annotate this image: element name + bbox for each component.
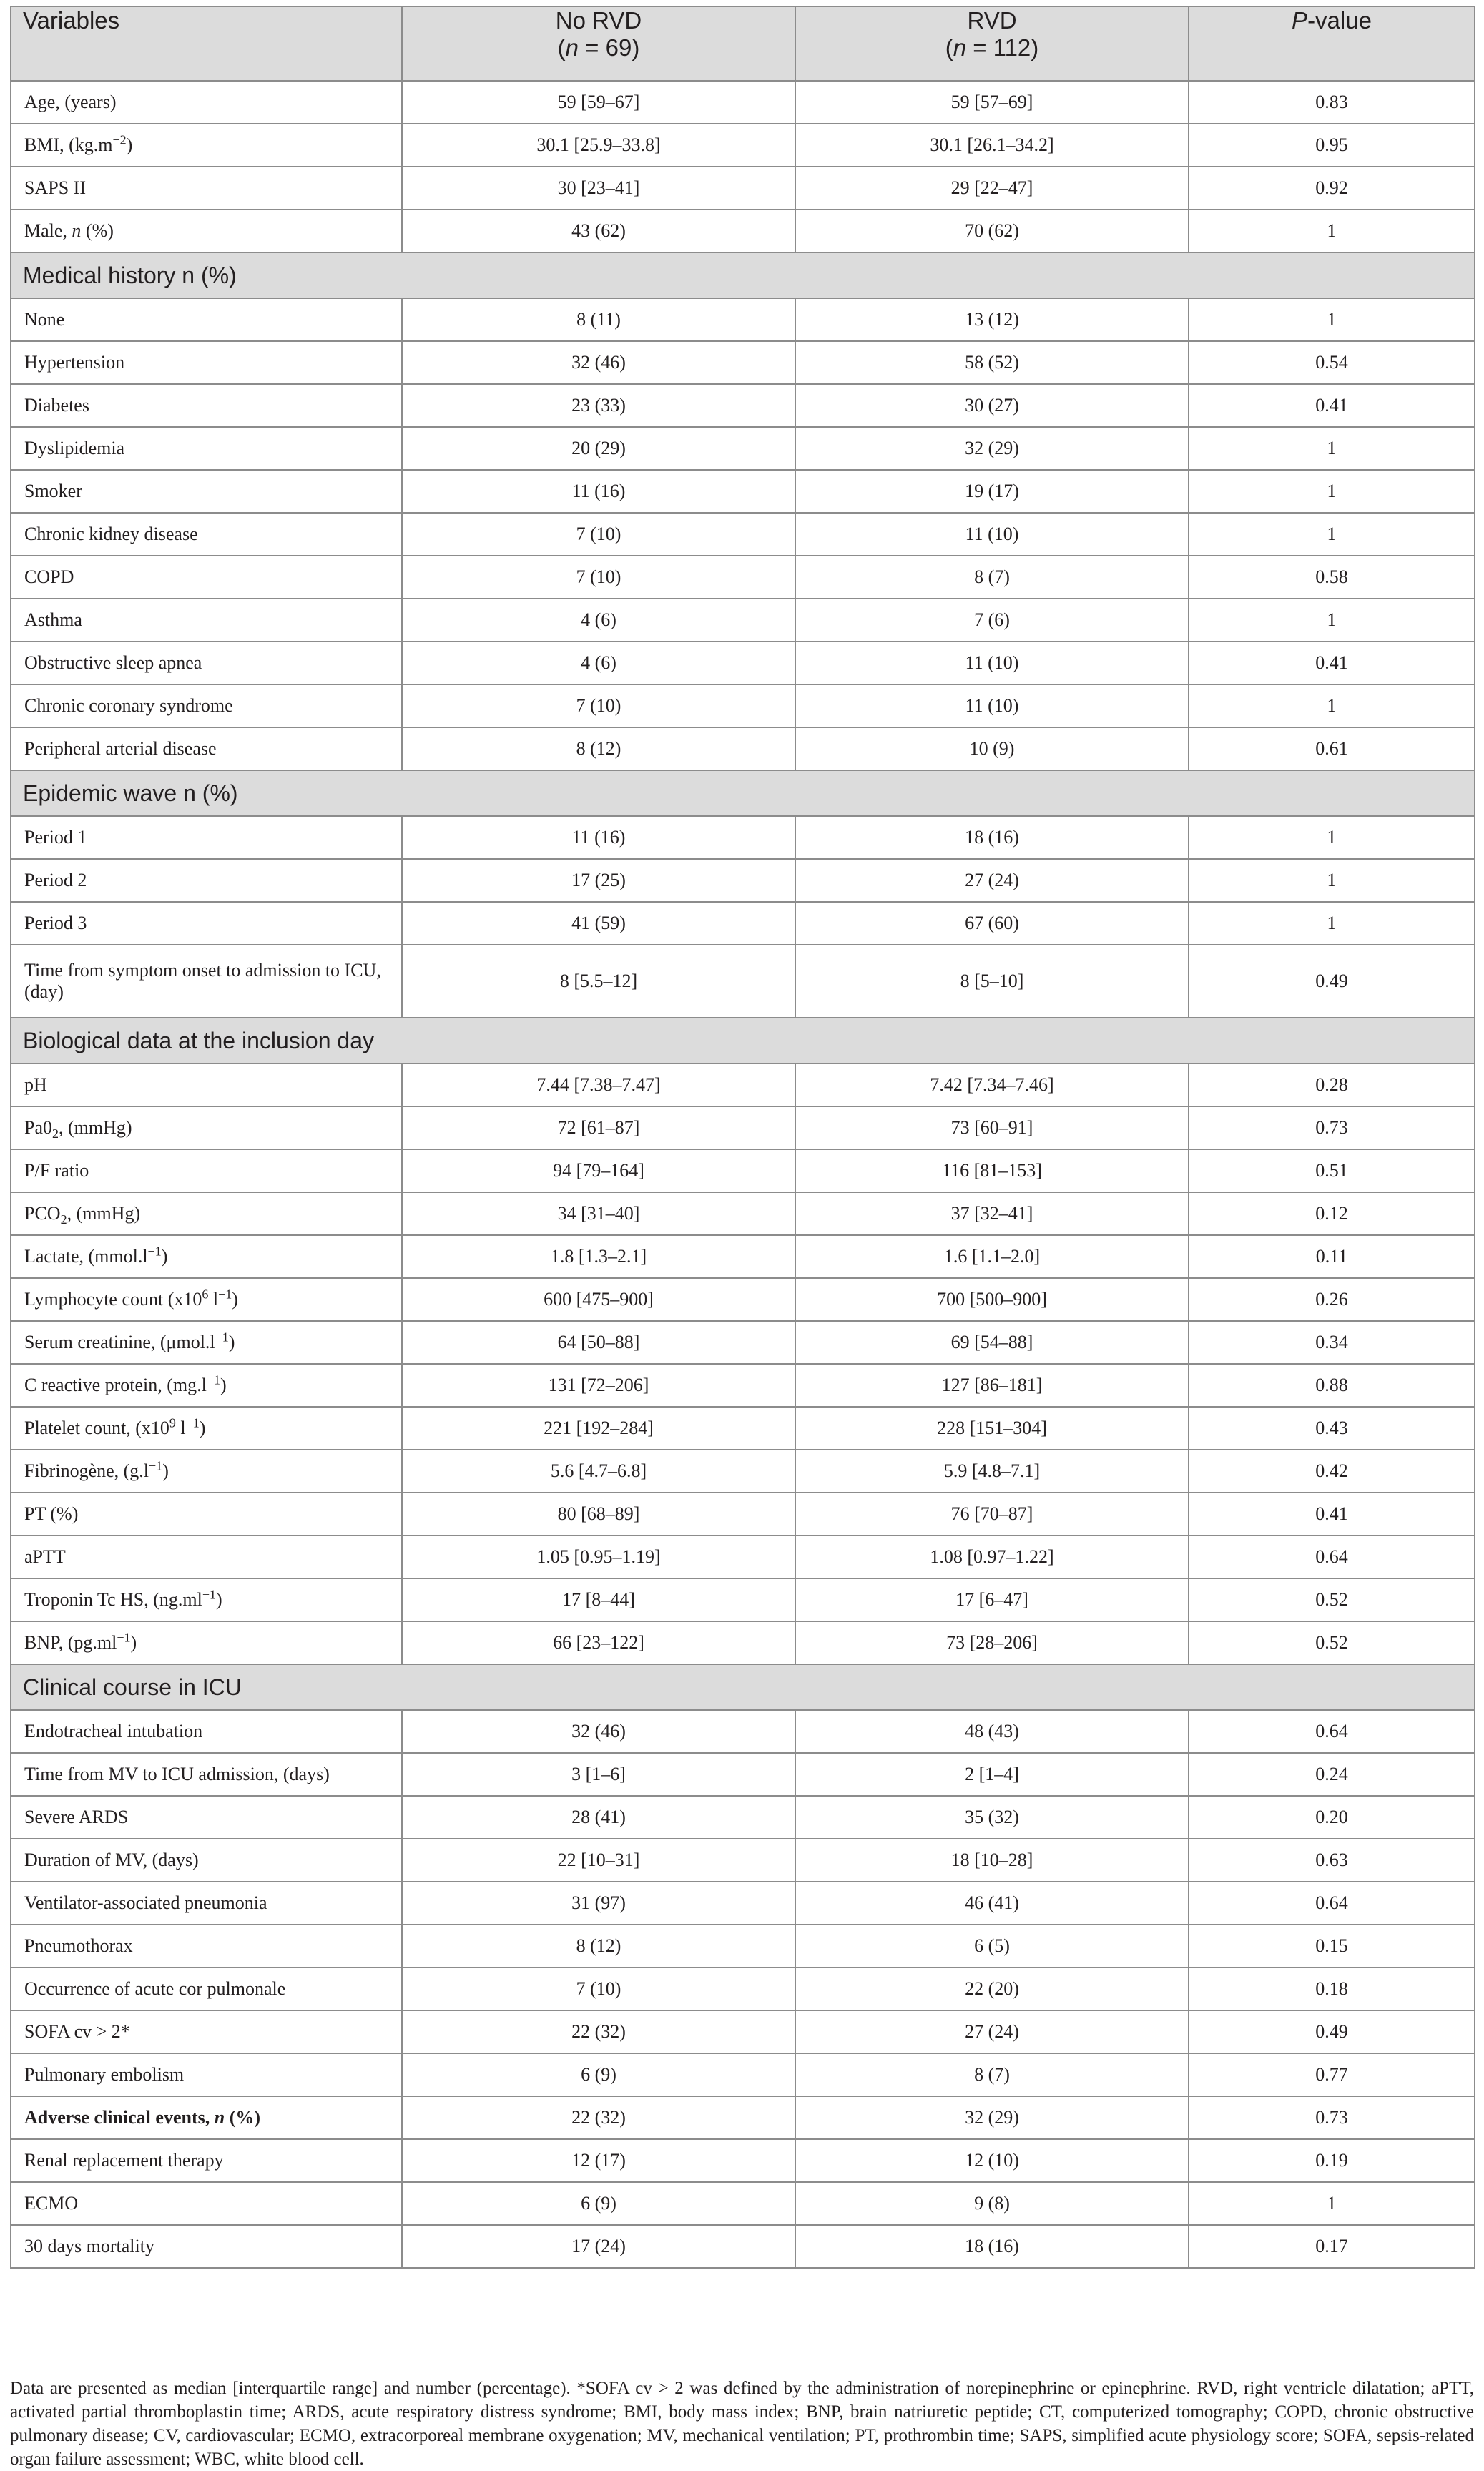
- no-rvd-value: 3 [1–6]: [402, 1753, 795, 1796]
- variable-label: Troponin Tc HS, $(ng.ml^{-1})$: [11, 1578, 402, 1621]
- variable-label: Dyslipidemia: [11, 427, 402, 470]
- header-rvd-count: (n = 112): [945, 34, 1039, 61]
- rvd-value: 48 (43): [795, 1710, 1189, 1753]
- no-rvd-value: 12 (17): [402, 2139, 795, 2182]
- variable-label: SAPS II: [11, 167, 402, 210]
- p-value: 0.64: [1189, 1882, 1475, 1925]
- rvd-value: 35 (32): [795, 1796, 1189, 1839]
- variable-label: Chronic coronary syndrome: [11, 684, 402, 727]
- rvd-value: 30.1 [26.1–34.2]: [795, 124, 1189, 167]
- variable-label: Lymphocyte count ($x10^6$ $l^{-1}$): [11, 1278, 402, 1321]
- table-row: [11, 470, 1475, 513]
- p-value: 1: [1189, 859, 1475, 902]
- p-value: 0.41: [1189, 1493, 1475, 1536]
- variable-label: Renal replacement therapy: [11, 2139, 402, 2182]
- p-value: 0.43: [1189, 1407, 1475, 1450]
- p-value: 0.83: [1189, 81, 1475, 124]
- variable-label: Platelet count, ($x10^9$ $l^{-1}$): [11, 1407, 402, 1450]
- table-row: [11, 427, 1475, 470]
- rvd-value: 37 [32–41]: [795, 1192, 1189, 1235]
- variable-label: Period 2: [11, 859, 402, 902]
- table-row: [11, 1278, 1475, 1321]
- no-rvd-value: 41 (59): [402, 902, 795, 945]
- rvd-value: 12 (10): [795, 2139, 1189, 2182]
- header-no-rvd-count: (n = 69): [557, 34, 640, 61]
- p-value: 1: [1189, 902, 1475, 945]
- p-value: 0.28: [1189, 1063, 1475, 1106]
- rvd-value: 8 (7): [795, 2053, 1189, 2096]
- no-rvd-value: 22 (32): [402, 2096, 795, 2139]
- p-value: 0.49: [1189, 945, 1475, 1018]
- rvd-value: 7.42 [7.34–7.46]: [795, 1063, 1189, 1106]
- no-rvd-value: 221 [192–284]: [402, 1407, 795, 1450]
- rvd-value: 9 (8): [795, 2182, 1189, 2225]
- variable-label: aPTT: [11, 1536, 402, 1578]
- p-value: 0.42: [1189, 1450, 1475, 1493]
- variable-label: $PCO_2$, (mmHg): [11, 1192, 402, 1235]
- rvd-value: 73 [60–91]: [795, 1106, 1189, 1149]
- table-row: [11, 1710, 1475, 1753]
- no-rvd-value: 17 (25): [402, 859, 795, 902]
- p-value: 0.73: [1189, 1106, 1475, 1149]
- table-row: [11, 556, 1475, 599]
- table-header: [11, 6, 1475, 81]
- p-value: 0.64: [1189, 1710, 1475, 1753]
- rvd-value: 29 [22–47]: [795, 167, 1189, 210]
- rvd-value: 70 (62): [795, 210, 1189, 252]
- table-row: [11, 1968, 1475, 2010]
- no-rvd-value: 59 [59–67]: [402, 81, 795, 124]
- no-rvd-value: 11 (16): [402, 816, 795, 859]
- no-rvd-value: 7 (10): [402, 513, 795, 556]
- rvd-value: 76 [70–87]: [795, 1493, 1189, 1536]
- table-row: [11, 727, 1475, 770]
- rvd-value: 13 (12): [795, 298, 1189, 341]
- no-rvd-value: 7 (10): [402, 684, 795, 727]
- variable-label: Age, (years): [11, 81, 402, 124]
- no-rvd-value: 7 (10): [402, 556, 795, 599]
- section-title: Clinical course in ICU: [11, 1664, 1475, 1710]
- variable-label: Period 3: [11, 902, 402, 945]
- rvd-value: 8 (7): [795, 556, 1189, 599]
- no-rvd-value: 4 (6): [402, 642, 795, 684]
- table-row: [11, 298, 1475, 341]
- table-row: [11, 513, 1475, 556]
- variable-label: 30 days mortality: [11, 2225, 402, 2268]
- table-row: [11, 1925, 1475, 1968]
- p-value: 1: [1189, 599, 1475, 642]
- variable-label: Serum creatinine, $(\mu mol.l^{-1})$: [11, 1321, 402, 1364]
- no-rvd-value: 34 [31–40]: [402, 1192, 795, 1235]
- variable-label: Hypertension: [11, 341, 402, 384]
- rvd-value: 10 (9): [795, 727, 1189, 770]
- no-rvd-value: 23 (33): [402, 384, 795, 427]
- variable-label: None: [11, 298, 402, 341]
- variable-label: Ventilator-associated pneumonia: [11, 1882, 402, 1925]
- no-rvd-value: 4 (6): [402, 599, 795, 642]
- no-rvd-value: 30.1 [25.9–33.8]: [402, 124, 795, 167]
- table-row: [11, 167, 1475, 210]
- no-rvd-value: 1.8 [1.3–2.1]: [402, 1235, 795, 1278]
- rvd-value: 11 (10): [795, 513, 1189, 556]
- p-value: 1: [1189, 684, 1475, 727]
- no-rvd-value: 31 (97): [402, 1882, 795, 1925]
- variable-label: P/F ratio: [11, 1149, 402, 1192]
- rvd-value: 22 (20): [795, 1968, 1189, 2010]
- p-value: 0.63: [1189, 1839, 1475, 1882]
- rvd-value: 18 (16): [795, 816, 1189, 859]
- table-row: [11, 1621, 1475, 1664]
- variable-label: ECMO: [11, 2182, 402, 2225]
- section-header-row: [11, 1018, 1475, 1063]
- rvd-value: 2 [1–4]: [795, 1753, 1189, 1796]
- table-row: [11, 816, 1475, 859]
- table-row: [11, 1063, 1475, 1106]
- variable-label: C reactive protein, $(mg.l^{-1})$: [11, 1364, 402, 1407]
- variable-label: Diabetes: [11, 384, 402, 427]
- p-value: 1: [1189, 816, 1475, 859]
- header-p-value: P-value: [1189, 6, 1475, 81]
- p-value: 0.54: [1189, 341, 1475, 384]
- table-body: [11, 81, 1475, 2268]
- rvd-value: 19 (17): [795, 470, 1189, 513]
- p-value: 0.41: [1189, 384, 1475, 427]
- table-row: [11, 2182, 1475, 2225]
- no-rvd-value: 22 [10–31]: [402, 1839, 795, 1882]
- variable-label: Occurrence of acute cor pulmonale: [11, 1968, 402, 2010]
- p-value: 0.34: [1189, 1321, 1475, 1364]
- table-row: [11, 859, 1475, 902]
- table-row: [11, 684, 1475, 727]
- variable-label: BMI, $(kg.m^{-2})$: [11, 124, 402, 167]
- header-row: [11, 6, 1475, 81]
- section-title: Medical history n (%): [11, 252, 1475, 298]
- table-row: [11, 1493, 1475, 1536]
- header-no-rvd: [402, 6, 795, 81]
- table-row: [11, 1149, 1475, 1192]
- table-row: [11, 2139, 1475, 2182]
- p-value: 1: [1189, 427, 1475, 470]
- table-row: [11, 2096, 1475, 2139]
- rvd-value: 69 [54–88]: [795, 1321, 1189, 1364]
- no-rvd-value: 17 [8–44]: [402, 1578, 795, 1621]
- table-row: [11, 1536, 1475, 1578]
- table-row: [11, 1321, 1475, 1364]
- table-row: [11, 210, 1475, 252]
- no-rvd-value: 64 [50–88]: [402, 1321, 795, 1364]
- rvd-value: 6 (5): [795, 1925, 1189, 1968]
- no-rvd-value: 43 (62): [402, 210, 795, 252]
- table-row: [11, 599, 1475, 642]
- no-rvd-value: 22 (32): [402, 2010, 795, 2053]
- variable-label: $Pa0_2$, (mmHg): [11, 1106, 402, 1149]
- rvd-value: 27 (24): [795, 859, 1189, 902]
- rvd-value: 59 [57–69]: [795, 81, 1189, 124]
- p-value: 0.19: [1189, 2139, 1475, 2182]
- no-rvd-value: 6 (9): [402, 2182, 795, 2225]
- p-value: 0.51: [1189, 1149, 1475, 1192]
- table-row: [11, 124, 1475, 167]
- rvd-value: 30 (27): [795, 384, 1189, 427]
- variable-label: Smoker: [11, 470, 402, 513]
- no-rvd-value: 32 (46): [402, 341, 795, 384]
- variable-label: Asthma: [11, 599, 402, 642]
- table-row: [11, 384, 1475, 427]
- rvd-value: 5.9 [4.8–7.1]: [795, 1450, 1189, 1493]
- p-value: 0.64: [1189, 1536, 1475, 1578]
- p-value: 0.41: [1189, 642, 1475, 684]
- variable-label: Fibrinogène, $(g.l^{-1})$: [11, 1450, 402, 1493]
- header-variables: [11, 6, 402, 81]
- table-row: [11, 1839, 1475, 1882]
- variable-label: Time from MV to ICU admission, (days): [11, 1753, 402, 1796]
- p-value: 0.61: [1189, 727, 1475, 770]
- variable-label: Duration of MV, (days): [11, 1839, 402, 1882]
- no-rvd-value: 1.05 [0.95–1.19]: [402, 1536, 795, 1578]
- header-variables-label: Variables: [23, 7, 120, 34]
- p-value: 0.92: [1189, 167, 1475, 210]
- table-row: [11, 1753, 1475, 1796]
- no-rvd-value: 131 [72–206]: [402, 1364, 795, 1407]
- rvd-value: 58 (52): [795, 341, 1189, 384]
- variable-label: PT (%): [11, 1493, 402, 1536]
- variable-label: Adverse clinical events, n (%): [11, 2096, 402, 2139]
- header-rvd-title: RVD: [967, 7, 1017, 34]
- rvd-value: 73 [28–206]: [795, 1621, 1189, 1664]
- header-rvd: [795, 6, 1189, 81]
- no-rvd-value: 7.44 [7.38–7.47]: [402, 1063, 795, 1106]
- rvd-value: 18 (16): [795, 2225, 1189, 2268]
- variable-label: Pulmonary embolism: [11, 2053, 402, 2096]
- p-value: 0.24: [1189, 1753, 1475, 1796]
- table-row: [11, 1578, 1475, 1621]
- p-value: 0.17: [1189, 2225, 1475, 2268]
- table-row: [11, 341, 1475, 384]
- variable-label: Male, n (%): [11, 210, 402, 252]
- table-row: [11, 1407, 1475, 1450]
- section-title: Epidemic wave n (%): [11, 770, 1475, 816]
- p-value: 0.95: [1189, 124, 1475, 167]
- table-row: [11, 642, 1475, 684]
- no-rvd-value: 8 (12): [402, 1925, 795, 1968]
- header-no-rvd-title: No RVD: [555, 7, 642, 34]
- data-table: [10, 6, 1475, 2269]
- p-value: 0.88: [1189, 1364, 1475, 1407]
- p-value: 1: [1189, 298, 1475, 341]
- p-value: 1: [1189, 2182, 1475, 2225]
- p-value: 0.15: [1189, 1925, 1475, 1968]
- variable-label: Peripheral arterial disease: [11, 727, 402, 770]
- p-value: 0.52: [1189, 1621, 1475, 1664]
- section-header-row: [11, 252, 1475, 298]
- p-value: 0.18: [1189, 1968, 1475, 2010]
- section-header-row: [11, 1664, 1475, 1710]
- table-row: [11, 1192, 1475, 1235]
- rvd-value: 116 [81–153]: [795, 1149, 1189, 1192]
- no-rvd-value: 28 (41): [402, 1796, 795, 1839]
- rvd-value: 1.6 [1.1–2.0]: [795, 1235, 1189, 1278]
- table-row: [11, 1450, 1475, 1493]
- no-rvd-value: 7 (10): [402, 1968, 795, 2010]
- no-rvd-value: 20 (29): [402, 427, 795, 470]
- rvd-value: 18 [10–28]: [795, 1839, 1189, 1882]
- rvd-value: 11 (10): [795, 684, 1189, 727]
- p-value: 0.77: [1189, 2053, 1475, 2096]
- variable-label: pH: [11, 1063, 402, 1106]
- data-table-container: [10, 6, 1474, 2269]
- section-header-row: [11, 770, 1475, 816]
- table-row: [11, 945, 1475, 1018]
- rvd-value: 700 [500–900]: [795, 1278, 1189, 1321]
- rvd-value: 17 [6–47]: [795, 1578, 1189, 1621]
- p-value: 1: [1189, 513, 1475, 556]
- rvd-value: 67 (60): [795, 902, 1189, 945]
- p-value: 0.11: [1189, 1235, 1475, 1278]
- rvd-value: 228 [151–304]: [795, 1407, 1189, 1450]
- table-row: [11, 1106, 1475, 1149]
- variable-label: COPD: [11, 556, 402, 599]
- variable-label: Endotracheal intubation: [11, 1710, 402, 1753]
- table-row: [11, 1235, 1475, 1278]
- no-rvd-value: 66 [23–122]: [402, 1621, 795, 1664]
- no-rvd-value: 94 [79–164]: [402, 1149, 795, 1192]
- no-rvd-value: 6 (9): [402, 2053, 795, 2096]
- no-rvd-value: 8 (12): [402, 727, 795, 770]
- table-row: [11, 1882, 1475, 1925]
- p-value: 0.12: [1189, 1192, 1475, 1235]
- variable-label: Period 1: [11, 816, 402, 859]
- no-rvd-value: 80 [68–89]: [402, 1493, 795, 1536]
- table-footnote: Data are presented as median [interquartile range] and number (percentage). *SOFA cv > 2 was defined by the administration of norepinephrine or epinephrine. RVD, right ventricle dilatation; aPTT, activated partial thromboplastin time; ARDS, acute respiratory distress syndrome; BMI, body mass index; BNP, brain natriuretic peptide; CT, computerized tomography; COPD, chronic obstructive pulmonary disease; CV, cardiovascular; ECMO, extracorporeal membrane oxygenation; MV, mechanical ventilation; PT, prothrombin time; SAPS, simplified acute physiology score; SOFA, sepsis-related organ failure assessment; WBC, white blood cell.: [10, 2379, 1474, 2469]
- p-value: 1: [1189, 210, 1475, 252]
- rvd-value: 127 [86–181]: [795, 1364, 1189, 1407]
- rvd-value: 46 (41): [795, 1882, 1189, 1925]
- no-rvd-value: 32 (46): [402, 1710, 795, 1753]
- rvd-value: 32 (29): [795, 2096, 1189, 2139]
- no-rvd-value: 30 [23–41]: [402, 167, 795, 210]
- rvd-value: 7 (6): [795, 599, 1189, 642]
- rvd-value: 8 [5–10]: [795, 945, 1189, 1018]
- p-value: 1: [1189, 470, 1475, 513]
- no-rvd-value: 600 [475–900]: [402, 1278, 795, 1321]
- no-rvd-value: 5.6 [4.7–6.8]: [402, 1450, 795, 1493]
- variable-label: Time from symptom onset to admission to ICU, (day): [11, 945, 402, 1018]
- variable-label: Obstructive sleep apnea: [11, 642, 402, 684]
- table-row: [11, 2225, 1475, 2268]
- section-title: Biological data at the inclusion day: [11, 1018, 1475, 1063]
- p-value: 0.49: [1189, 2010, 1475, 2053]
- table-row: [11, 902, 1475, 945]
- variable-label: SOFA cv > 2*: [11, 2010, 402, 2053]
- rvd-value: 27 (24): [795, 2010, 1189, 2053]
- table-row: [11, 2010, 1475, 2053]
- table-row: [11, 1796, 1475, 1839]
- p-value: 0.73: [1189, 2096, 1475, 2139]
- table-row: [11, 1364, 1475, 1407]
- variable-label: Lactate, $(mmol.l^{-1})$: [11, 1235, 402, 1278]
- no-rvd-value: 17 (24): [402, 2225, 795, 2268]
- no-rvd-value: 8 (11): [402, 298, 795, 341]
- table-row: [11, 81, 1475, 124]
- p-value: 0.20: [1189, 1796, 1475, 1839]
- variable-label: BNP, $(pg.ml^{-1})$: [11, 1621, 402, 1664]
- p-value: 0.52: [1189, 1578, 1475, 1621]
- rvd-value: 32 (29): [795, 427, 1189, 470]
- variable-label: Severe ARDS: [11, 1796, 402, 1839]
- variable-label: Pneumothorax: [11, 1925, 402, 1968]
- no-rvd-value: 11 (16): [402, 470, 795, 513]
- variable-label: Chronic kidney disease: [11, 513, 402, 556]
- no-rvd-value: 8 [5.5–12]: [402, 945, 795, 1018]
- no-rvd-value: 72 [61–87]: [402, 1106, 795, 1149]
- p-value: 0.58: [1189, 556, 1475, 599]
- p-value: 0.26: [1189, 1278, 1475, 1321]
- rvd-value: 11 (10): [795, 642, 1189, 684]
- table-row: [11, 2053, 1475, 2096]
- rvd-value: 1.08 [0.97–1.22]: [795, 1536, 1189, 1578]
